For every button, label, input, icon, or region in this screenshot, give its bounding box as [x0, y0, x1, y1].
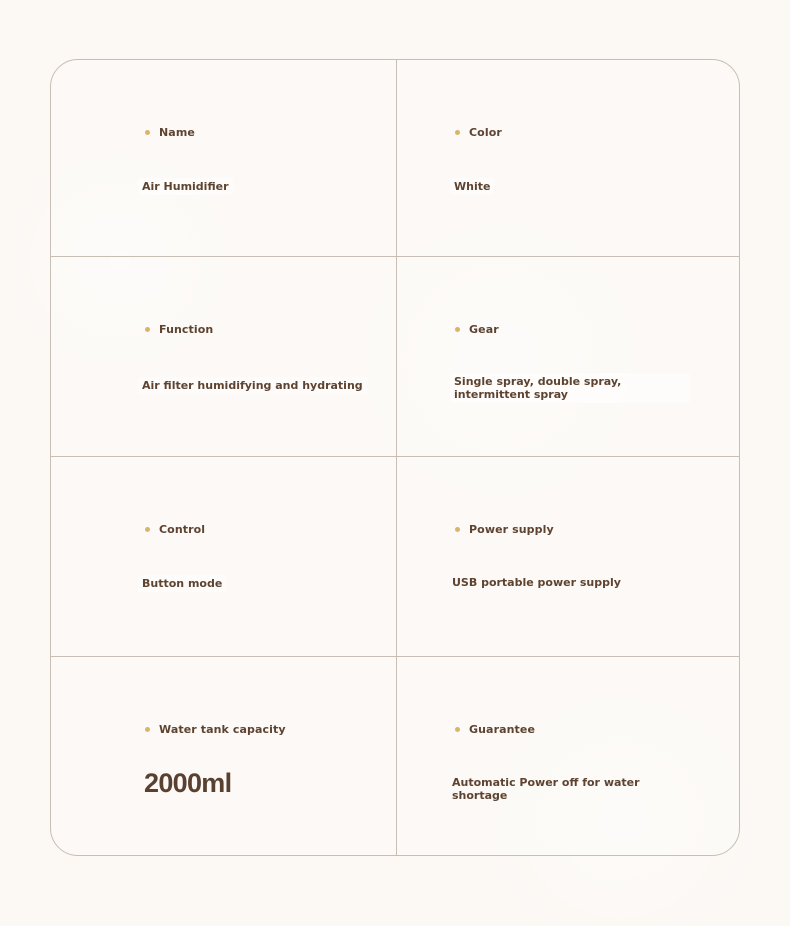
bullet-icon [455, 727, 460, 732]
spec-label: Color [469, 126, 502, 139]
spec-value: Air Humidifier [138, 178, 233, 195]
bullet-icon [455, 527, 460, 532]
spec-cell-control [51, 457, 396, 656]
spec-label: Name [159, 126, 195, 139]
spec-value: USB portable power supply [452, 576, 621, 589]
bullet-icon [145, 727, 150, 732]
bullet-icon [455, 130, 460, 135]
spec-label-row [145, 323, 213, 336]
spec-label-row [455, 523, 554, 536]
spec-label: Control [159, 523, 206, 536]
spec-value: Single spray, double spray, intermittent spray [450, 373, 690, 403]
spec-label-row [145, 723, 286, 736]
spec-label-row [145, 126, 195, 139]
spec-value: Button mode [138, 575, 226, 592]
bullet-icon [145, 527, 150, 532]
spec-cell-function [51, 257, 396, 456]
spec-label: Guarantee [469, 723, 536, 736]
spec-label-row [145, 523, 205, 536]
spec-cell-gear [397, 257, 740, 456]
spec-cell-name [51, 60, 396, 256]
spec-cell-power-supply [397, 457, 740, 656]
spec-label: Power supply [469, 523, 554, 536]
product-spec-table [50, 59, 740, 856]
spec-label: Function [159, 323, 214, 336]
spec-value: White [450, 178, 494, 195]
spec-label-row [455, 323, 499, 336]
bullet-icon [145, 130, 150, 135]
spec-label-row [455, 723, 535, 736]
spec-cell-color [397, 60, 740, 256]
spec-value: Air filter humidifying and hydrating [138, 377, 367, 394]
spec-value-large: 2000ml [144, 768, 232, 798]
spec-label: Water tank capacity [159, 723, 286, 736]
spec-value: Automatic Power off for water shortage [452, 776, 640, 802]
spec-label: Gear [469, 323, 499, 336]
spec-cell-water-tank-capacity [51, 657, 396, 856]
spec-label-row [455, 126, 502, 139]
bullet-icon [455, 327, 460, 332]
spec-cell-guarantee [397, 657, 740, 856]
bullet-icon [145, 327, 150, 332]
